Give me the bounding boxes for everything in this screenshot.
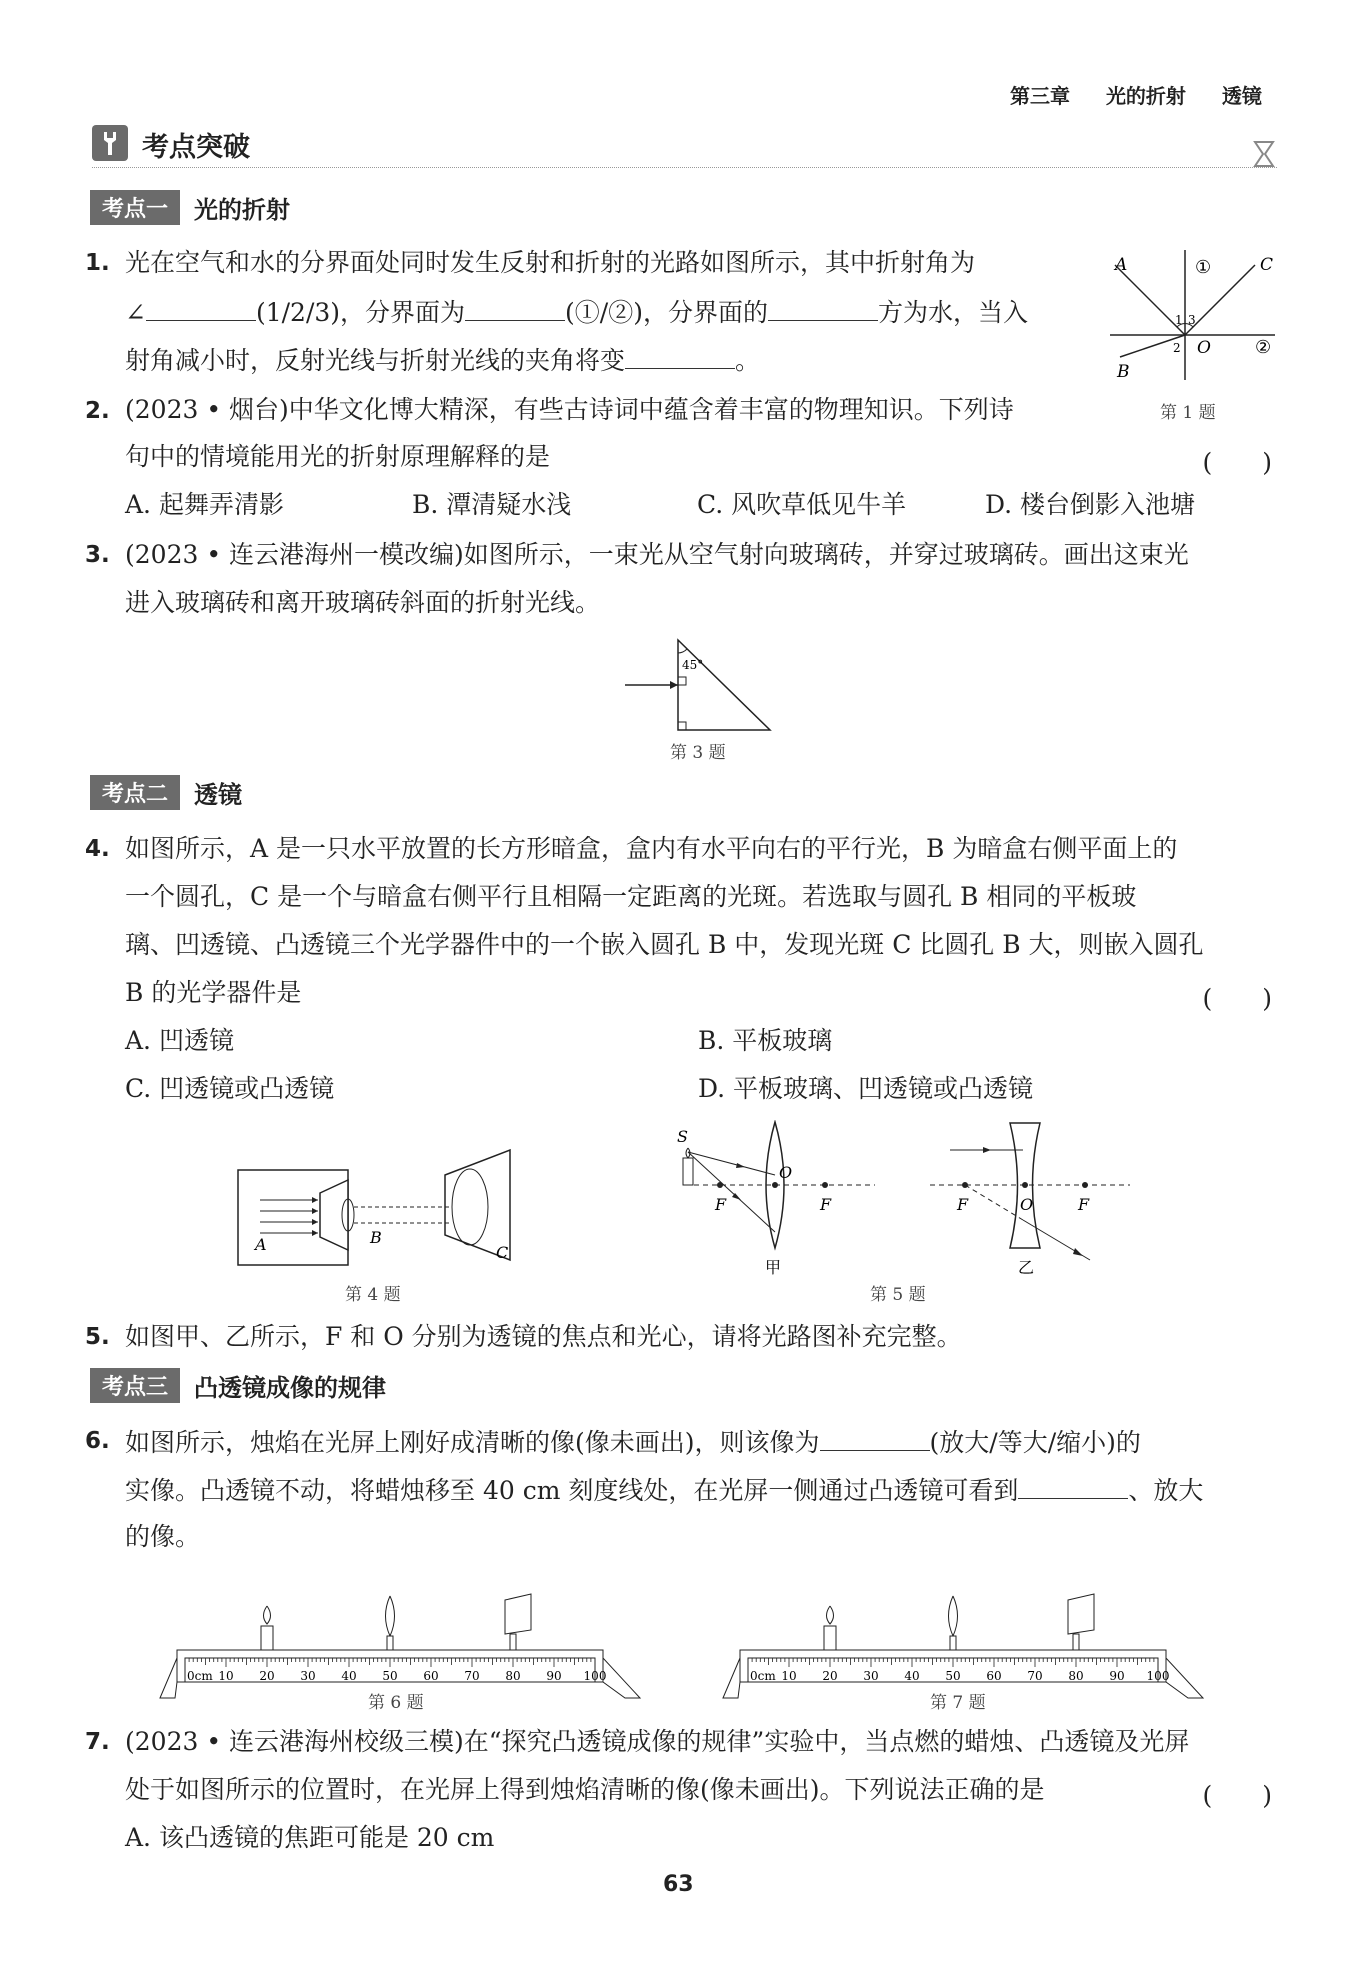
chapter-number: 第三章: [1010, 84, 1070, 108]
ruler-label: 60: [986, 1669, 1002, 1683]
question-text: B 的光学器件是: [125, 978, 302, 1007]
question-text: 璃、凹透镜、凸透镜三个光学器件中的一个嵌入圆孔 B 中，发现光斑 C 比圆孔 B 大，则嵌入圆孔: [125, 930, 1204, 959]
label-f: F: [1078, 1195, 1090, 1214]
bench-leg-right: [1166, 1658, 1203, 1698]
label-yi: 乙: [1018, 1258, 1035, 1277]
question-number: 4.: [85, 836, 110, 862]
section-tag: 考点三: [90, 1368, 180, 1403]
answer-blank[interactable]: [1018, 1470, 1128, 1499]
question-number: 1.: [85, 250, 110, 276]
question-text: 一个圆孔，C 是一个与暗盒右侧平行且相隔一定距离的光斑。若选取与圆孔 B 相同的平板玻: [125, 882, 1137, 911]
question-text: 实像。凸透镜不动，将蜡烛移至 40 cm 刻度线处，在光屏一侧通过凸透镜可看到 、放大: [125, 1470, 1203, 1510]
chapter-subtitle: 透镜: [1221, 84, 1262, 108]
convex-lens: [949, 1596, 958, 1636]
answer-blank[interactable]: [768, 292, 878, 321]
section-tag: 考点二: [90, 775, 180, 810]
ruler-label: 50: [945, 1669, 961, 1683]
ruler-label: 40: [904, 1669, 920, 1683]
section-title: 凸透镜成像的规律: [194, 1373, 387, 1402]
ruler-label: 10: [781, 1669, 797, 1683]
label-b: B: [1117, 362, 1130, 382]
figure-caption: 第 3 题: [670, 743, 726, 763]
figure-caption: 第 4 题: [345, 1285, 401, 1305]
figure-glass-prism: [620, 635, 780, 735]
candle: [261, 1626, 273, 1650]
label-jia: 甲: [765, 1258, 782, 1277]
question-text: 如图所示，烛焰在光屏上刚好成清晰的像(像未画出)，则该像为 (放大/等大/缩小)的: [125, 1422, 1141, 1462]
answer-parentheses[interactable]: ( ): [1202, 984, 1272, 1013]
question-text: 的像。: [125, 1522, 201, 1551]
label-o: O: [1020, 1195, 1034, 1214]
option-b[interactable]: B. 潭清疑水浅: [412, 490, 572, 519]
surface-1-label: ①: [1195, 257, 1212, 278]
figure-caption: 第 7 题: [930, 1693, 986, 1713]
answer-blank[interactable]: [625, 340, 735, 369]
option-d[interactable]: D. 楼台倒影入池塘: [985, 490, 1196, 519]
question-number: 2.: [85, 398, 110, 424]
light-screen: [505, 1594, 531, 1634]
label-f: F: [820, 1195, 832, 1214]
label-a: A: [255, 1235, 267, 1254]
screen-holder: [510, 1634, 516, 1650]
ruler-label: 40: [341, 1669, 357, 1683]
hourglass-icon: [1251, 139, 1277, 173]
ruler-label: 10: [218, 1669, 234, 1683]
figure-caption: 第 5 题: [870, 1285, 926, 1305]
ruler-label: 70: [464, 1669, 480, 1683]
ruler-label: 90: [546, 1669, 562, 1683]
question-text: 射角减小时，反射光线与折射光线的夹角将变 。: [125, 340, 760, 380]
section-heading-1: [90, 190, 290, 224]
answer-parentheses[interactable]: ( ): [1202, 448, 1272, 477]
surface-2-label: ②: [1255, 337, 1272, 358]
ruler-label: 30: [863, 1669, 879, 1683]
ruler-label: 20: [259, 1669, 275, 1683]
question-number: 3.: [85, 542, 110, 568]
answer-blank[interactable]: [820, 1422, 930, 1451]
ruler-label: 80: [1068, 1669, 1084, 1683]
label-c: C: [496, 1243, 509, 1262]
option-a[interactable]: A. 起舞弄清影: [125, 490, 284, 519]
section-title: 透镜: [194, 780, 243, 809]
angle-label: 45°: [682, 658, 704, 672]
label-o: O: [1197, 338, 1211, 358]
figure-refraction-diagram: [1105, 245, 1280, 385]
question-text: 句中的情境能用光的折射原理解释的是: [125, 442, 551, 471]
question-text: 处于如图所示的位置时，在光屏上得到烛焰清晰的像(像未画出)。下列说法正确的是: [125, 1775, 1045, 1804]
ruler-label: 50: [382, 1669, 398, 1683]
option-c[interactable]: C. 凹透镜或凸透镜: [125, 1074, 335, 1103]
candle-flame: [827, 1606, 834, 1624]
question-text: (2023 • 连云港海州一模改编)如图所示，一束光从空气射向玻璃砖，并穿过玻璃砖。画出这束光: [125, 540, 1189, 569]
section-banner: [92, 125, 1277, 168]
bench-leg-left: [723, 1658, 740, 1698]
ruler-label: 0cm: [750, 1669, 776, 1683]
candle: [824, 1626, 836, 1650]
bench-leg-right: [603, 1658, 640, 1698]
question-number: 7.: [85, 1729, 110, 1755]
ruler-label: 70: [1027, 1669, 1043, 1683]
option-d[interactable]: D. 平板玻璃、凹透镜或凸透镜: [698, 1074, 1034, 1103]
screen-holder: [1073, 1634, 1079, 1650]
light-screen: [1068, 1594, 1094, 1634]
answer-parentheses[interactable]: ( ): [1202, 1781, 1272, 1810]
angle-2-label: 2: [1173, 341, 1181, 355]
question-text: ∠ (1/2/3)，分界面为 (①/②)，分界面的 方为水，当入: [125, 292, 1028, 332]
figure-caption: 第 1 题: [1160, 403, 1216, 423]
question-text: 光在空气和水的分界面处同时发生反射和折射的光路如图所示，其中折射角为: [125, 248, 976, 277]
figure-lens-yi: [925, 1120, 1135, 1280]
section-tag: 考点一: [90, 190, 180, 225]
label-o: O: [779, 1163, 793, 1182]
figure-caption: 第 6 题: [368, 1693, 424, 1713]
section-heading-2: [90, 775, 242, 809]
question-text: 进入玻璃砖和离开玻璃砖斜面的折射光线。: [125, 588, 601, 617]
label-b: B: [370, 1228, 382, 1247]
angle-3-label: 3: [1188, 313, 1196, 327]
angle-1-label: 1: [1175, 313, 1183, 327]
answer-blank[interactable]: [146, 292, 256, 321]
lens-holder: [387, 1636, 393, 1650]
question-text: 如图所示，A 是一只水平放置的长方形暗盒，盒内有水平向右的平行光，B 为暗盒右侧平面上的: [125, 834, 1178, 863]
convex-lens: [386, 1596, 395, 1636]
ruler-label: 0cm: [187, 1669, 213, 1683]
question-text: (2023 • 连云港海州校级三模)在“探究凸透镜成像的规律”实验中，当点燃的蜡烛、凸透镜及光屏: [125, 1727, 1190, 1756]
option-c[interactable]: C. 风吹草低见牛羊: [697, 490, 907, 519]
question-text: (2023 • 烟台)中华文化博大精深，有些古诗词中蕴含着丰富的物理知识。下列诗: [125, 395, 1014, 424]
label-s: S: [677, 1127, 688, 1146]
section-title: 光的折射: [194, 195, 291, 224]
label-a: A: [1115, 255, 1128, 275]
figure-lens-jia: [675, 1120, 875, 1280]
bench-leg-left: [160, 1658, 177, 1698]
label-c: C: [1260, 255, 1274, 275]
question-text: 如图甲、乙所示，F 和 O 分别为透镜的焦点和光心，请将光路图补充完整。: [125, 1322, 962, 1351]
banner-title: 考点突破: [142, 132, 250, 163]
ruler-label: 100: [1146, 1669, 1170, 1683]
chapter-title: 光的折射: [1105, 84, 1186, 108]
candle-flame: [264, 1606, 271, 1624]
question-number: 5.: [85, 1324, 110, 1350]
page-number: 63: [663, 1872, 694, 1897]
ruler-label: 100: [583, 1669, 607, 1683]
section-heading-3: [90, 1368, 386, 1402]
ruler-label: 30: [300, 1669, 316, 1683]
running-header: [1010, 80, 1262, 109]
label-f: F: [715, 1195, 727, 1214]
question-number: 6.: [85, 1428, 110, 1454]
wrench-icon: [92, 125, 128, 161]
figure-dark-box: [230, 1145, 520, 1270]
option-b[interactable]: B. 平板玻璃: [698, 1026, 833, 1055]
ruler-label: 80: [505, 1669, 521, 1683]
option-a[interactable]: A. 该凸透镜的焦距可能是 20 cm: [125, 1823, 495, 1852]
lens-holder: [950, 1636, 956, 1650]
ruler-label: 90: [1109, 1669, 1125, 1683]
ruler-label: 60: [423, 1669, 439, 1683]
answer-blank[interactable]: [465, 292, 565, 321]
ruler-label: 20: [822, 1669, 838, 1683]
label-f: F: [957, 1195, 969, 1214]
option-a[interactable]: A. 凹透镜: [125, 1026, 234, 1055]
